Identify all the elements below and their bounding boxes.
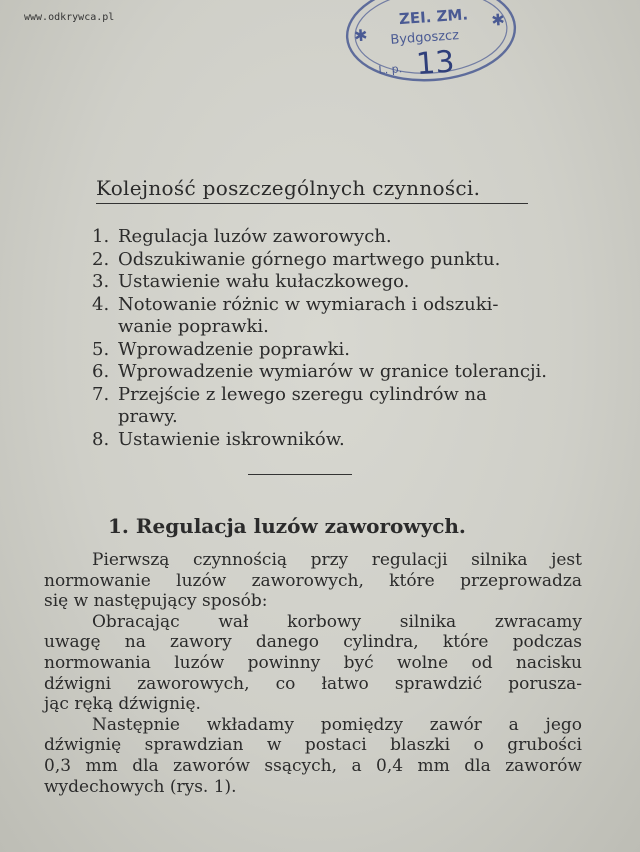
list-item-number: 5. bbox=[92, 338, 110, 360]
table-of-contents bbox=[92, 226, 592, 451]
list-item bbox=[92, 271, 592, 294]
list-item bbox=[92, 406, 592, 429]
paragraph-line: uwagę na zawory danego cylindra, które podczas bbox=[44, 632, 582, 653]
stamp-line2: Bydgoszcz bbox=[389, 28, 460, 48]
list-item bbox=[92, 316, 592, 339]
stamp-line1: ZEI. ZM. bbox=[398, 5, 469, 29]
stamp-prefix: L. p. bbox=[378, 62, 403, 77]
paragraph-line: Obracając wał korbowy silnika zwracamy bbox=[92, 611, 582, 632]
list-item bbox=[92, 384, 592, 407]
page-title: Kolejność poszczególnych czynności. bbox=[96, 176, 528, 204]
list-item bbox=[92, 429, 592, 452]
list-item-number: 1. bbox=[92, 226, 110, 247]
list-item-text: Przejście z lewego szeregu cylindrów na bbox=[118, 383, 487, 405]
paragraph-line: wydechowych (rys. 1). bbox=[44, 776, 237, 797]
list-item bbox=[92, 294, 592, 317]
paragraph-line: jąc ręką dźwignię. bbox=[44, 694, 201, 715]
list-item-number: 4. bbox=[92, 293, 110, 315]
list-item-text: Odszukiwanie górnego martwego punktu. bbox=[118, 248, 501, 270]
paragraph-line: normowania luzów powinny być wolne od nacisku bbox=[44, 652, 582, 673]
paragraph bbox=[44, 612, 582, 715]
paragraph-line: 0,3 mm dla zaworów ssących, a 0,4 mm dla zaworów bbox=[44, 755, 582, 776]
watermark: www.odkrywca.pl bbox=[24, 12, 115, 23]
list-item-number: 7. bbox=[92, 383, 110, 405]
list-item-text: Regulacja luzów zaworowych. bbox=[118, 226, 392, 247]
paragraph-line: dźwigni zaworowych, co łatwo sprawdzić porusza- bbox=[44, 673, 582, 694]
office-stamp bbox=[338, 0, 523, 92]
list-item-number: 8. bbox=[92, 428, 110, 450]
list-item bbox=[92, 226, 592, 249]
paragraph-line: dźwignię sprawdzian w postaci blaszki o grubości bbox=[44, 735, 582, 756]
paragraph-line: Następnie wkładamy pomiędzy zawór a jego bbox=[92, 714, 582, 735]
list-item bbox=[92, 249, 592, 272]
stamp-number: 13 bbox=[415, 44, 456, 83]
paragraph bbox=[44, 550, 582, 612]
list-item bbox=[92, 339, 592, 362]
section-title: 1. Regulacja luzów zaworowych. bbox=[108, 514, 466, 538]
list-item-text: Notowanie różnic w wymiarach i odszuki- bbox=[118, 293, 499, 315]
paragraph-line: Pierwszą czynnością przy regulacji silnika jest bbox=[92, 550, 582, 570]
section-divider bbox=[248, 474, 352, 475]
list-item-number bbox=[92, 406, 118, 429]
list-item-text: Wprowadzenie poprawki. bbox=[118, 338, 350, 360]
paragraph-line: normowanie luzów zaworowych, które przeprowadza bbox=[44, 570, 582, 591]
paragraph bbox=[44, 715, 582, 797]
list-item-text: Ustawienie wału kułaczkowego. bbox=[118, 271, 410, 292]
list-item-text: wanie poprawki. bbox=[118, 316, 269, 337]
svg-text:✱: ✱ bbox=[353, 25, 369, 46]
svg-text:✱: ✱ bbox=[490, 9, 506, 30]
list-item-text: Wprowadzenie wymiarów w granice tolerancji. bbox=[118, 361, 548, 382]
list-item-number: 3. bbox=[92, 271, 110, 292]
list-item-number: 6. bbox=[92, 361, 110, 382]
list-item-text: Ustawienie iskrowników. bbox=[118, 428, 345, 450]
list-item-number bbox=[92, 316, 118, 339]
list-item-text: prawy. bbox=[118, 406, 178, 427]
list-item bbox=[92, 361, 592, 384]
paragraph-line: się w następujący sposób: bbox=[44, 591, 268, 612]
list-item-number: 2. bbox=[92, 248, 110, 270]
section-body bbox=[44, 550, 582, 797]
